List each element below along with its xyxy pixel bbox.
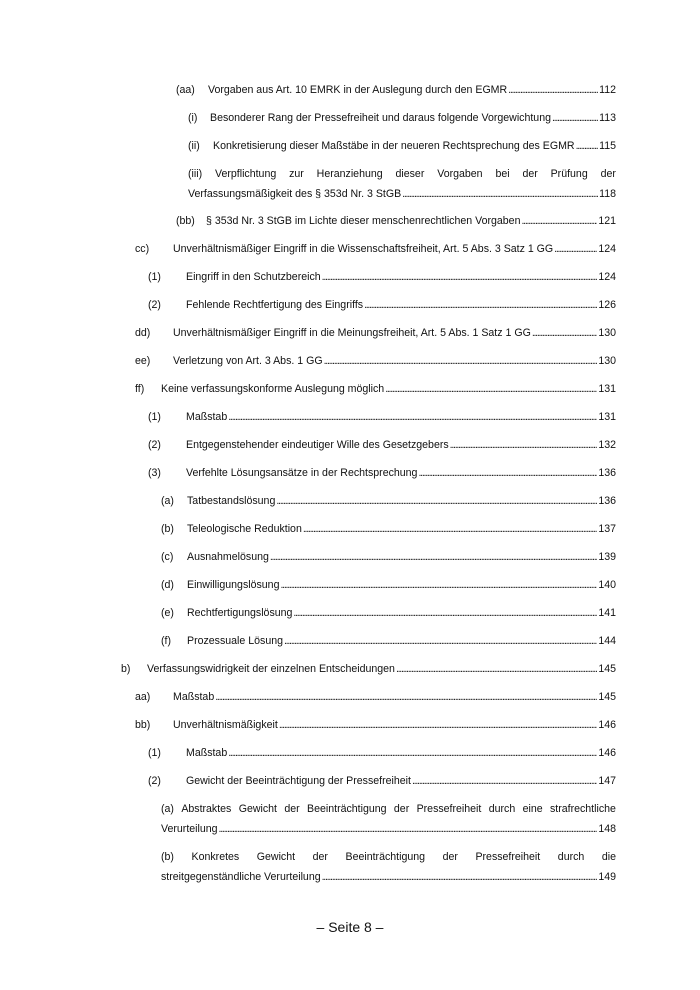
toc-entry-page: 113 xyxy=(599,112,616,124)
page-number-footer: – Seite 8 – xyxy=(316,919,384,935)
dot-leader xyxy=(521,214,597,228)
dot-leader xyxy=(228,746,597,760)
toc-entry-number: (2) xyxy=(148,775,161,787)
toc-entry-page: 124 xyxy=(598,243,616,255)
toc-entry xyxy=(161,550,616,564)
toc-entry xyxy=(161,634,616,648)
toc-entry-page: 139 xyxy=(598,551,616,563)
toc-entry-first-line xyxy=(161,850,616,864)
toc-entry-number: (2) xyxy=(148,299,161,311)
dot-leader xyxy=(228,410,597,424)
toc-entry-number: (aa) xyxy=(176,84,195,96)
dot-leader xyxy=(284,634,597,648)
toc-entry-title-continued: Verfassungsmäßigkeit des § 353d Nr. 3 StGB xyxy=(188,188,402,200)
toc-entry-page: 144 xyxy=(598,635,616,647)
toc-entry-number: (i) xyxy=(188,112,198,124)
toc-entry xyxy=(135,242,616,256)
toc-entry-title: Entgegenstehender eindeutiger Wille des Gesetzgebers xyxy=(186,439,449,451)
dot-leader xyxy=(303,522,597,536)
toc-entry xyxy=(135,354,616,368)
dot-leader xyxy=(280,578,597,592)
toc-entry xyxy=(135,382,616,396)
toc-entry-word: dieser xyxy=(395,168,425,180)
dot-leader xyxy=(396,662,597,676)
toc-entry-number: b) xyxy=(121,663,131,675)
toc-entry-number: (1) xyxy=(148,747,161,759)
toc-entry-title-continued: Verurteilung xyxy=(161,823,218,835)
toc-entry-number: (b) xyxy=(161,851,174,863)
toc-entry-word: die xyxy=(601,851,616,863)
toc-entry xyxy=(188,139,616,153)
toc-entry-number: (b) xyxy=(161,523,174,535)
toc-entry-first-line xyxy=(161,802,616,816)
toc-entry-title: Verfehlte Lösungsansätze in der Rechtsprechung xyxy=(186,467,418,479)
toc-entry-title: Keine verfassungskonforme Auslegung möglich xyxy=(161,383,385,395)
toc-entry-page: 126 xyxy=(598,299,616,311)
toc-entry-page: 141 xyxy=(598,607,616,619)
dot-leader xyxy=(293,606,597,620)
toc-entry-number: (2) xyxy=(148,439,161,451)
dot-leader xyxy=(322,870,598,884)
toc-entry-page: 148 xyxy=(598,823,616,835)
toc-entry-number: (1) xyxy=(148,271,161,283)
toc-entry-number: cc) xyxy=(135,243,150,255)
dot-leader xyxy=(412,774,597,788)
toc-entry-title: Unverhältnismäßiger Eingriff in die Meinungsfreiheit, Art. 5 Abs. 1 Satz 1 GG xyxy=(173,327,531,339)
toc-entry-page: 121 xyxy=(598,215,616,227)
toc-entry xyxy=(135,718,616,732)
toc-entry-number: (a) xyxy=(161,495,174,507)
toc-entry-page: 146 xyxy=(598,719,616,731)
toc-entry-page: 118 xyxy=(599,188,616,200)
toc-entry-title: Konkretisierung dieser Maßstäbe in der neueren Rechtsprechung des EGMR xyxy=(213,140,575,152)
toc-entry-page: 147 xyxy=(598,775,616,787)
toc-entry-title: Unverhältnismäßigkeit xyxy=(173,719,278,731)
toc-entry xyxy=(135,326,616,340)
toc-entry-page: 124 xyxy=(598,271,616,283)
toc-entry-number: bb) xyxy=(135,719,151,731)
toc-entry-page: 130 xyxy=(598,355,616,367)
toc-entry-title: Tatbestandslösung xyxy=(187,495,276,507)
toc-entry xyxy=(176,214,616,228)
toc-entry-number: (3) xyxy=(148,467,161,479)
toc-entry-title: Einwilligungslösung xyxy=(187,579,280,591)
toc-entry xyxy=(161,822,616,836)
toc-entry xyxy=(121,662,616,676)
toc-entry-page: 131 xyxy=(598,411,616,423)
toc-entry-title: Maßstab xyxy=(186,747,228,759)
toc-entry-word: zur xyxy=(289,168,304,180)
dot-leader xyxy=(554,242,597,256)
toc-entry-number: ff) xyxy=(135,383,145,395)
toc-entry-number: (d) xyxy=(161,579,174,591)
toc-entry xyxy=(135,690,616,704)
toc-entry-word: durch xyxy=(557,851,585,863)
toc-entry-word: bei xyxy=(495,168,510,180)
toc-entry-word: Gewicht xyxy=(256,851,296,863)
toc-entry xyxy=(148,410,616,424)
toc-entry-word: Beeinträchtigung xyxy=(307,803,387,815)
toc-entry-word: Vorgaben xyxy=(437,168,483,180)
toc-entry-page: 140 xyxy=(598,579,616,591)
toc-entry-word: der xyxy=(312,851,328,863)
toc-entry-number: (iii) xyxy=(188,168,203,180)
toc-entry-page: 132 xyxy=(598,439,616,451)
dot-leader xyxy=(324,354,598,368)
toc-entry-page: 136 xyxy=(598,495,616,507)
toc-entry-title: Fehlende Rechtfertigung des Eingriffs xyxy=(186,299,364,311)
toc-entry-title: Prozessuale Lösung xyxy=(187,635,283,647)
toc-entry-number: aa) xyxy=(135,691,151,703)
dot-leader xyxy=(576,139,599,153)
dot-leader xyxy=(552,111,598,125)
toc-entry-title: Vorgaben aus Art. 10 EMRK in der Auslegung durch den EGMR xyxy=(208,84,508,96)
toc-entry-title: § 353d Nr. 3 StGB im Lichte dieser menschenrechtlichen Vorgaben xyxy=(206,215,521,227)
toc-entry xyxy=(148,466,616,480)
toc-entry-word: der xyxy=(284,803,300,815)
dot-leader xyxy=(364,298,597,312)
dot-leader xyxy=(270,550,597,564)
toc-entry-number: (a) xyxy=(161,803,174,815)
toc-entry-page: 145 xyxy=(598,691,616,703)
toc-entry-number: dd) xyxy=(135,327,151,339)
toc-entry-word: Beeinträchtigung xyxy=(345,851,426,863)
toc-entry-title: Gewicht der Beeinträchtigung der Pressefreiheit xyxy=(186,775,411,787)
toc-entry-number: (c) xyxy=(161,551,174,563)
toc-entry-title: Rechtfertigungslösung xyxy=(187,607,293,619)
dot-leader xyxy=(322,270,598,284)
toc-entry-word: Heranziehung xyxy=(316,168,383,180)
toc-entry-word: Verpflichtung xyxy=(214,168,277,180)
toc-entry xyxy=(161,522,616,536)
dot-leader xyxy=(276,494,597,508)
toc-entry-page: 130 xyxy=(598,327,616,339)
toc-entry-word: Prüfung xyxy=(550,168,588,180)
toc-entry xyxy=(148,746,616,760)
dot-leader xyxy=(402,187,598,201)
toc-entry-word: Pressefreiheit xyxy=(416,803,482,815)
toc-entry xyxy=(176,83,616,97)
dot-leader xyxy=(450,438,598,452)
toc-entry-word: durch xyxy=(488,803,516,815)
toc-entry-title: Teleologische Reduktion xyxy=(187,523,302,535)
toc-entry xyxy=(148,298,616,312)
toc-entry-page: 149 xyxy=(598,871,616,883)
toc-entry xyxy=(161,870,616,884)
toc-entry-word: Pressefreiheit xyxy=(475,851,541,863)
toc-entry xyxy=(161,494,616,508)
toc-entry-title: Eingriff in den Schutzbereich xyxy=(186,271,321,283)
toc-entry xyxy=(148,438,616,452)
toc-entry-title: Maßstab xyxy=(186,411,228,423)
dot-leader xyxy=(215,690,597,704)
toc-entry-word: der xyxy=(522,168,538,180)
toc-entry-number: (e) xyxy=(161,607,174,619)
toc-entry-word: Konkretes xyxy=(191,851,240,863)
toc-entry-word: Gewicht xyxy=(238,803,277,815)
toc-entry-page: 145 xyxy=(598,663,616,675)
dot-leader xyxy=(385,382,597,396)
toc-entry-first-line xyxy=(188,167,616,181)
toc-entry-number: (bb) xyxy=(176,215,195,227)
dot-leader xyxy=(532,326,598,340)
toc-entry-title: Unverhältnismäßiger Eingriff in die Wissenschaftsfreiheit, Art. 5 Abs. 3 Satz 1 GG xyxy=(173,243,554,255)
toc-entry xyxy=(161,578,616,592)
toc-entry-title: Besonderer Rang der Pressefreiheit und daraus folgende Vorgewichtung xyxy=(210,112,551,124)
toc-entry-word: der xyxy=(393,803,410,815)
toc-entry-title: Verfassungswidrigkeit der einzelnen Entscheidungen xyxy=(147,663,395,675)
toc-entry-page: 136 xyxy=(598,467,616,479)
toc-entry xyxy=(188,111,616,125)
toc-entry-title: Maßstab xyxy=(173,691,215,703)
toc-entry-number: (f) xyxy=(161,635,171,647)
dot-leader xyxy=(219,822,598,836)
toc-entry-word: strafrechtliche xyxy=(549,803,616,815)
toc-entry-title: Ausnahmelösung xyxy=(187,551,269,563)
toc-entry xyxy=(148,774,616,788)
toc-entry-word: der xyxy=(442,851,458,863)
toc-entry-number: ee) xyxy=(135,355,151,367)
toc-entry-page: 146 xyxy=(598,747,616,759)
toc-entry-page: 131 xyxy=(598,383,616,395)
toc-entry-number: (ii) xyxy=(188,140,200,152)
dot-leader xyxy=(279,718,598,732)
toc-entry-word: der xyxy=(600,168,616,180)
toc-entry-title-continued: streitgegenständliche Verurteilung xyxy=(161,871,321,883)
dot-leader xyxy=(418,466,597,480)
toc-entry-word: eine xyxy=(522,803,543,815)
toc-entry-word: Abstraktes xyxy=(181,803,232,815)
toc-entry-page: 115 xyxy=(599,140,616,152)
toc-entry-page: 137 xyxy=(598,523,616,535)
toc-entry xyxy=(148,270,616,284)
toc-entry-title: Verletzung von Art. 3 Abs. 1 GG xyxy=(173,355,323,367)
toc-entry xyxy=(161,606,616,620)
toc-entry-number: (1) xyxy=(148,411,161,423)
toc-entry xyxy=(188,187,616,201)
toc-entry-page: 112 xyxy=(599,84,616,96)
dot-leader xyxy=(508,83,598,97)
